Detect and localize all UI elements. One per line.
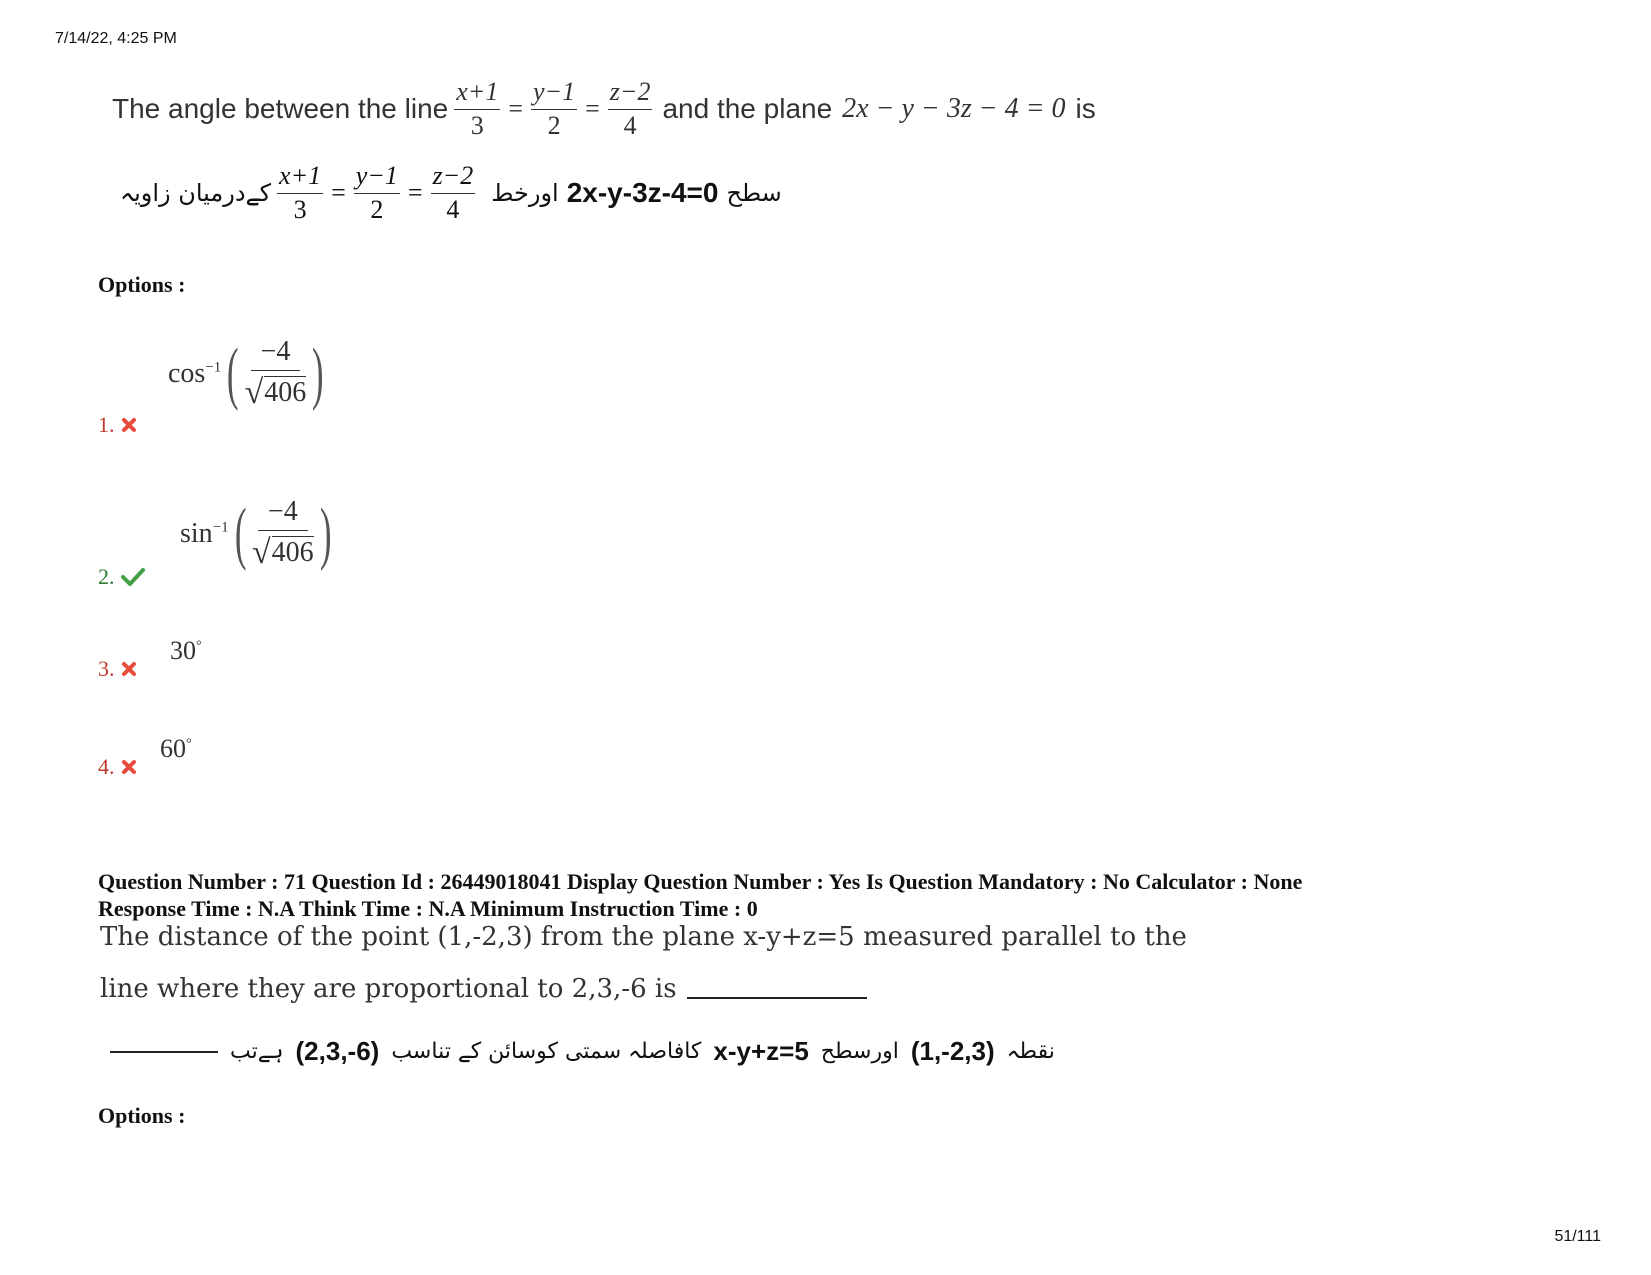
fraction-z: $\frac{z-2}{4}$ (609, 77, 651, 140)
urdu-text-line: اورخط (491, 179, 559, 208)
q70-mid: and the plane (662, 93, 833, 125)
question-71-metadata (98, 868, 1518, 922)
urdu-text-plane: سطح (726, 179, 782, 208)
question-70-urdu: کےدرمیان زاویہ $\frac{x+1}{3}$ = $\frac{y-1}{2}$ = $\frac{z-2}{4}$ اورخط 2x-y-3z-4=0 سطح (120, 161, 782, 224)
correct-check-icon (121, 568, 145, 586)
wrong-cross-icon (121, 417, 137, 433)
meta-line-2: Response Time : N.A Think Time : N.A Minimum Instruction Time : 0 (98, 896, 758, 921)
option-3[interactable]: 3. (98, 656, 137, 682)
option-4[interactable]: 4. (98, 754, 137, 780)
sqrt-icon: √ (244, 374, 264, 412)
wrong-cross-icon (121, 759, 137, 775)
option-4-value: 60° (160, 734, 192, 763)
q70-suffix: is (1075, 93, 1096, 125)
urdu-plane-equation: 2x-y-3z-4=0 (566, 177, 719, 209)
wrong-cross-icon (121, 661, 137, 677)
sqrt-icon: √ (251, 534, 271, 572)
option-1[interactable]: 1. (98, 412, 137, 438)
q70-options-label: Options : (98, 272, 186, 297)
urdu-fraction-z: $\frac{z-2}{4}$ (432, 161, 474, 224)
option-2-expression: $\sin^{-1}$ ( −4 √ 406 ) (180, 495, 332, 573)
question-71-english-line-2: line where they are proportional to 2,3,-6 is (100, 974, 867, 1004)
answer-blank (687, 997, 867, 999)
fraction-x: $\frac{x+1}{3}$ (456, 77, 499, 140)
fraction-y: $\frac{y-1}{2}$ (533, 77, 576, 140)
q70-prefix: The angle between the line (112, 93, 449, 125)
question-71-urdu: ہےتب (2,3,-6) کافاصلہ سمتی کوسائن کے تناسب x-y+z=5 اورسطح (1,-2,3) نقطہ (110, 1036, 1055, 1067)
urdu-fraction-y: $\frac{y-1}{2}$ (355, 161, 398, 224)
urdu-fraction-x: $\frac{x+1}{3}$ (279, 161, 322, 224)
print-timestamp: 7/14/22, 4:25 PM (55, 30, 177, 47)
option-2[interactable]: 2. (98, 564, 145, 590)
q71-options-label: Options : (98, 1103, 186, 1128)
meta-line-1: Question Number : 71 Question Id : 26449018041 Display Question Number : Yes Is Question Mandatory : No Calculator : None (98, 869, 1303, 894)
urdu-text-angle: کےدرمیان زاویہ (120, 179, 272, 208)
option-1-expression: $\cos^{-1}$ ( −4 √ 406 ) (168, 335, 324, 413)
question-71-english-line-1: The distance of the point (1,-2,3) from the plane x-y+z=5 measured parallel to the (100, 922, 1187, 952)
option-3-value: 30° (170, 636, 202, 665)
page-number: 51/111 (1554, 1228, 1601, 1245)
question-70-english: The angle between the line $\frac{x+1}{3}$ = $\frac{y-1}{2}$ = $\frac{z-2}{4}$ and the plane 2x − y − 3z − 4 = 0 is (112, 77, 1096, 140)
urdu-answer-blank (110, 1051, 218, 1053)
plane-equation: 2x − y − 3z − 4 = 0 (842, 93, 1066, 125)
